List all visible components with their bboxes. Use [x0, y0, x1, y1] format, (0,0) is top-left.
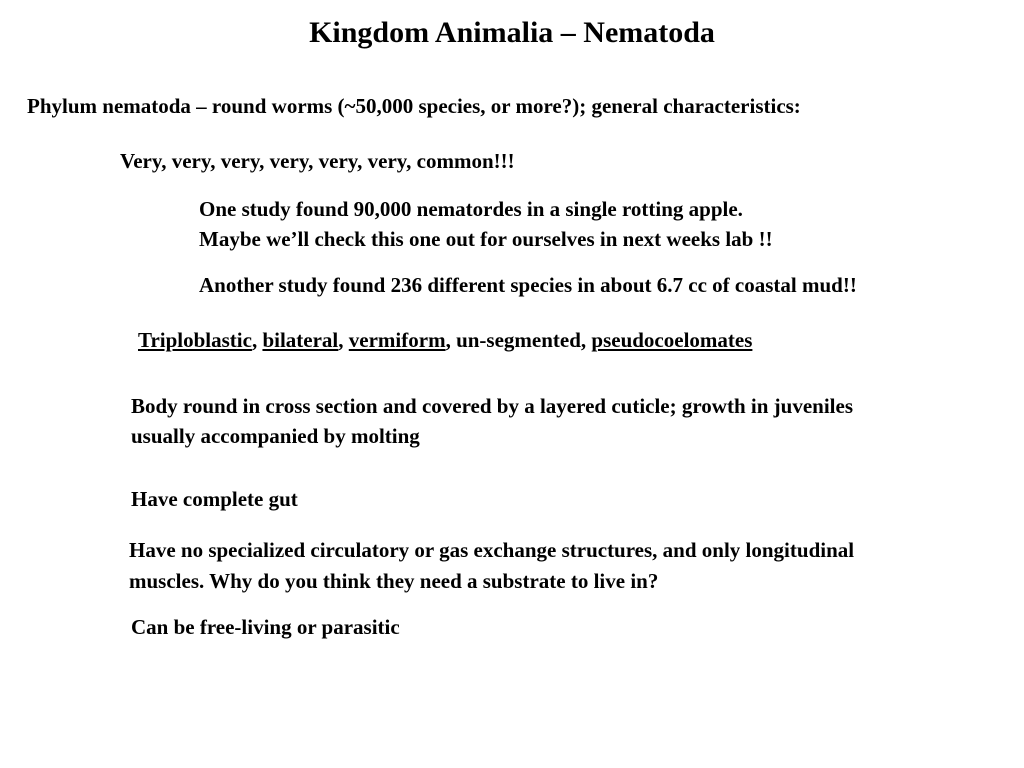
circulatory-line-2: muscles. Why do you think they need a substrate to live in?: [129, 569, 659, 593]
abundance-statement: Very, very, very, very, very, very, common!!!: [120, 149, 515, 173]
traits-separator: ,: [251, 328, 263, 352]
apple-study-line: One study found 90,000 nematordes in a single rotting apple.: [199, 197, 743, 221]
body-cuticle-line-2: usually accompanied by molting: [131, 424, 420, 448]
phylum-heading: Phylum nematoda – round worms (~50,000 species, or more?); general characteristics:: [27, 94, 801, 118]
mud-study-line: Another study found 236 different species in about 6.7 cc of coastal mud!!: [199, 273, 857, 297]
traits-separator: ,: [338, 328, 349, 352]
term-bilateral: bilateral: [262, 328, 339, 352]
term-pseudocoelomates: pseudocoelomates: [591, 328, 753, 352]
slide-title: Kingdom Animalia – Nematoda: [309, 16, 715, 49]
gut-statement: Have complete gut: [131, 487, 298, 511]
term-vermiform: vermiform: [348, 328, 446, 352]
traits-separator: , un-segmented,: [445, 328, 592, 352]
term-triploblastic: Triploblastic: [138, 328, 252, 352]
lifestyle-statement: Can be free-living or parasitic: [131, 615, 400, 639]
lab-note-line: Maybe we’ll check this one out for ourselves in next weeks lab !!: [199, 227, 773, 251]
body-cuticle-line-1: Body round in cross section and covered by a layered cuticle; growth in juveniles: [131, 394, 853, 418]
circulatory-line-1: Have no specialized circulatory or gas exchange structures, and only longitudinal: [129, 538, 855, 562]
body-plan-traits: [138, 328, 752, 353]
